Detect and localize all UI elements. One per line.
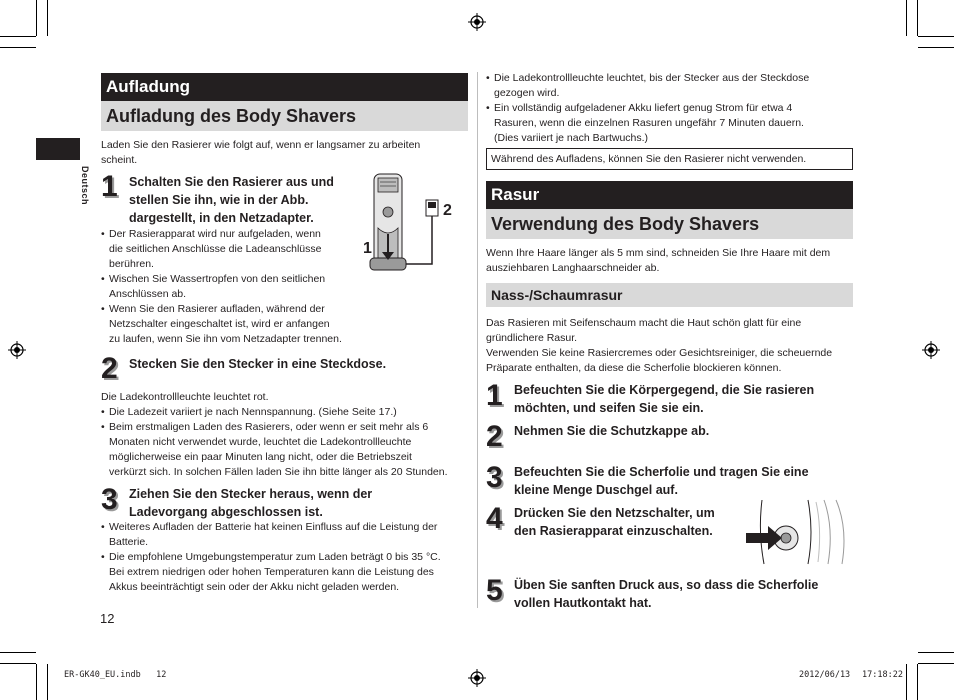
bullet-item: • Die empfohlene Umgebungstemperatur zum Laden beträgt 0 bis 35 °C. Bei extrem niedrigen oder hohen Temperaturen kann die Leistung des Akkus beeinträchtigt sein oder der Akku nicht geladen werden.	[101, 550, 469, 595]
step-text: Drücken Sie den Netzschalter, um den Rasierapparat einzuschalten.	[514, 506, 715, 538]
bullet-item: • Ein vollständig aufgeladener Akku liefert genug Strom für etwa 4 Rasuren, wenn die einzelnen Rasuren ungefähr 7 Minuten dauern. (Dies variiert je nach Bartwuchs.)	[486, 101, 854, 146]
power-switch-illustration	[744, 498, 852, 566]
bullet-item: • Die Ladezeit variiert je nach Nennspannung. (Siehe Seite 17.)	[101, 405, 467, 420]
figure-label-2: 2	[443, 202, 452, 219]
body-paragraph: Das Rasieren mit Seifenschaum macht die Haut schön glatt für eine gründlichere Rasur. Verwenden Sie keine Rasiercremes oder Gesichtsreiniger, die scheuernde Präparate enthalten, da diese die Scherfolie blockieren können.	[486, 317, 833, 374]
step-text: Befeuchten Sie die Körpergegend, die Sie rasieren möchten, und seifen Sie sie ein.	[514, 383, 815, 415]
note-box: Während des Aufladens, können Sie den Rasierer nicht verwenden.	[486, 148, 853, 170]
step-number: 1	[101, 170, 118, 203]
step-text: Schalten Sie den Rasierer aus und stellen Sie ihn, wie in der Abb. dargestellt, in den Netzadapter.	[129, 175, 334, 225]
crop-mark	[917, 0, 918, 36]
language-label: Deutsch	[80, 166, 90, 206]
bullet-item: • Wenn Sie den Rasierer aufladen, während der Netzschalter eingeschaltet ist, wird er anfangen zu laufen, wenn Sie ihn vom Netzadapter trennen.	[101, 302, 361, 347]
footer-date: 2012/06/13	[799, 670, 851, 680]
bullet-item: • Die Ladekontrollleuchte leuchtet, bis der Stecker aus der Steckdose gezogen wird.	[486, 71, 854, 101]
footer-time: 17:18:22	[862, 670, 903, 680]
subheader-rasur: Verwendung des Body Shavers	[486, 209, 853, 239]
step-number: 3	[101, 483, 118, 516]
registration-mark-icon	[468, 13, 486, 31]
charging-illustration	[360, 168, 460, 280]
step-text: Ziehen Sie den Stecker heraus, wenn der Ladevorgang abgeschlossen ist.	[129, 487, 373, 519]
step-number: 1	[486, 379, 503, 412]
section-header-rasur: Rasur	[486, 181, 853, 209]
registration-mark-icon	[8, 341, 26, 359]
intro-text: Laden Sie den Rasierer wie folgt auf, wenn er langsamer zu arbeiten scheint.	[101, 139, 421, 166]
subheader-aufladung: Aufladung des Body Shavers	[101, 101, 468, 131]
bullet-item: • Weiteres Aufladen der Batterie hat keinen Einfluss auf die Leistung der Batterie.	[101, 520, 469, 550]
step-number: 3	[486, 461, 503, 494]
crop-mark	[36, 664, 37, 700]
crop-mark	[47, 664, 48, 700]
crop-mark	[917, 664, 918, 700]
intro-text: Wenn Ihre Haare länger als 5 mm sind, schneiden Sie Ihre Haare mit dem ausziehbaren Langhaarschneider ab.	[486, 247, 831, 274]
step-number: 4	[486, 502, 503, 535]
page-number: 12	[100, 611, 115, 626]
crop-mark	[918, 36, 954, 37]
crop-mark	[906, 0, 907, 36]
crop-mark	[0, 663, 36, 664]
footer-file-info: ER-GK40_EU.indb 12	[64, 670, 167, 680]
step-number: 5	[486, 574, 503, 607]
crop-mark	[0, 47, 36, 48]
step-text: Nehmen Sie die Schutzkappe ab.	[514, 424, 710, 438]
body-text: Die Ladekontrollleuchte leuchtet rot.	[101, 391, 269, 403]
step-text: Befeuchten Sie die Scherfolie und tragen Sie eine kleine Menge Duschgel auf.	[514, 465, 809, 497]
step-number: 2	[101, 352, 118, 385]
step-text: Üben Sie sanften Druck aus, so dass die Scherfolie vollen Hautkontakt hat.	[514, 578, 819, 610]
crop-mark	[918, 663, 954, 664]
crop-mark	[0, 652, 36, 653]
language-tab	[36, 138, 80, 160]
step-number: 2	[486, 420, 503, 453]
crop-mark	[918, 47, 954, 48]
crop-mark	[0, 36, 36, 37]
column-divider	[477, 72, 478, 608]
figure-label-1: 1	[363, 240, 372, 257]
section-header-aufladung: Aufladung	[101, 73, 468, 101]
bullet-item: • Beim erstmaligen Laden des Rasierers, oder wenn er seit mehr als 6 Monaten nicht verwendet wurde, leuchtet die Ladekontrollleuchte möglicherweise ein paar Minuten lang nicht, oder die Betriebszeit verkürzt sich. In solchen Fällen laden Sie ihn bitte länger als 20 Stunden.	[101, 420, 471, 480]
bullet-item: • Wischen Sie Wassertropfen von den seitlichen Anschlüssen ab.	[101, 272, 351, 302]
registration-mark-icon	[922, 341, 940, 359]
registration-mark-icon	[468, 669, 486, 687]
step-text: Stecken Sie den Stecker in eine Steckdose.	[129, 357, 387, 371]
bullet-item: • Der Rasierapparat wird nur aufgeladen, wenn die seitlichen Anschlüsse die Ladeanschlüsse berühren.	[101, 227, 351, 272]
subsection-header: Nass-/Schaumrasur	[486, 283, 853, 307]
crop-mark	[36, 0, 37, 36]
crop-mark	[918, 652, 954, 653]
crop-mark	[906, 664, 907, 700]
crop-mark	[47, 0, 48, 36]
